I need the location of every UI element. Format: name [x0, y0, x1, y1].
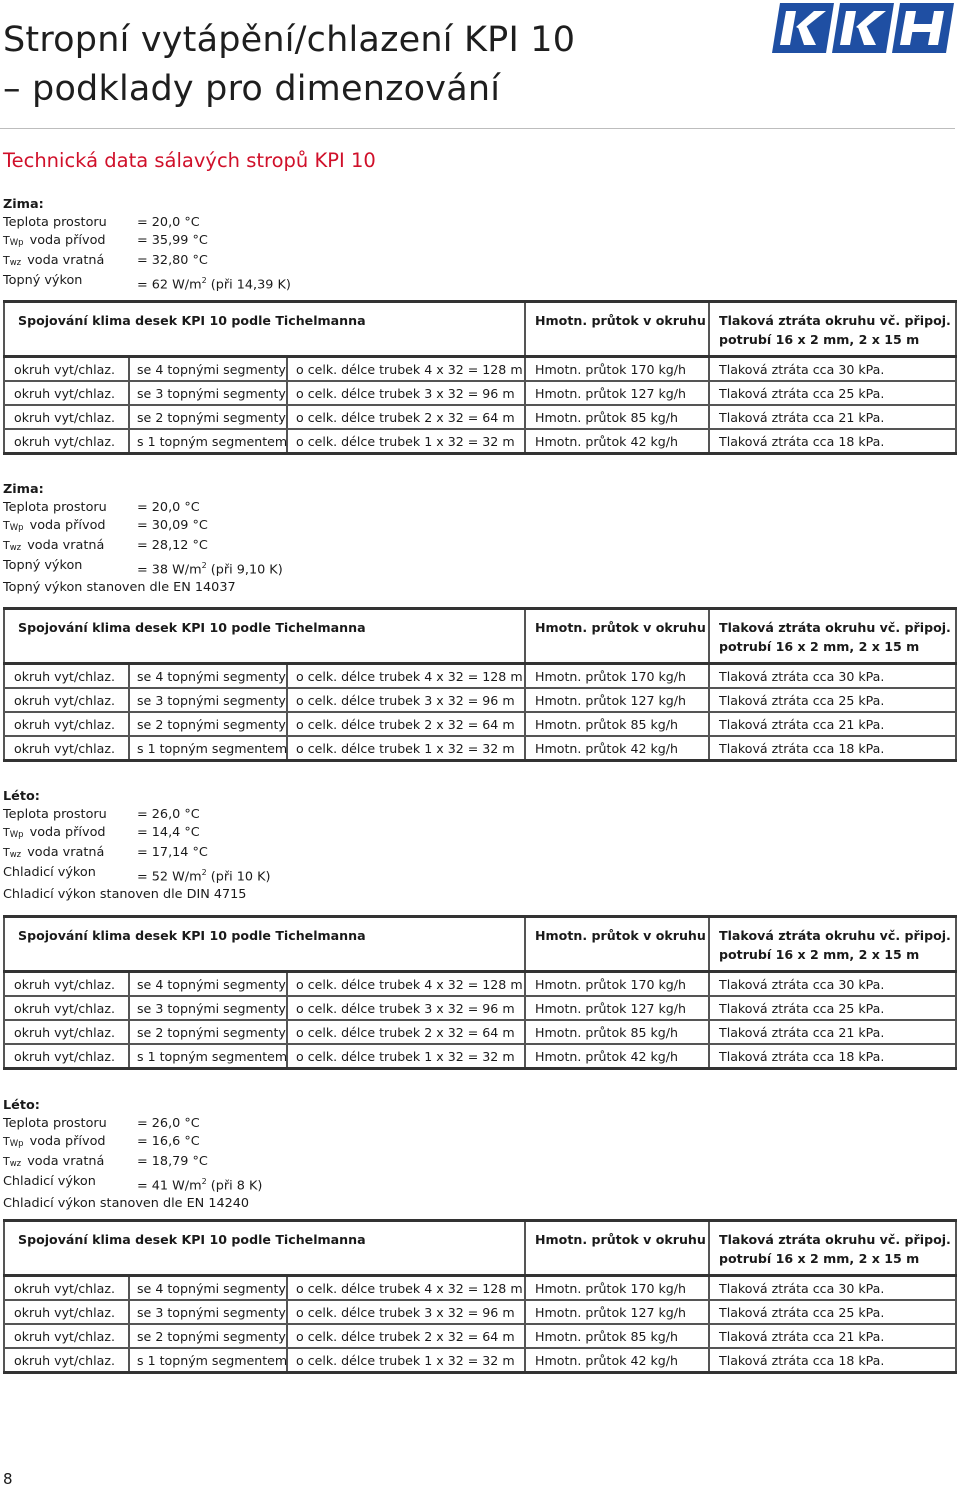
parameter-value: = 26,0 °C: [137, 807, 200, 822]
cell-pressure-loss: Tlaková ztráta cca 18 kPa.: [709, 429, 956, 454]
cell-segments: s 1 topným segmentem: [129, 1044, 287, 1069]
parameter-symbol: T: [3, 254, 10, 267]
parameter-row: [3, 824, 270, 844]
table-row: [4, 1348, 956, 1373]
cell-circuit: okruh vyt/chlaz.: [4, 736, 129, 761]
parameter-value: = 17,14 °C: [137, 845, 208, 860]
cell-mass-flow: Hmotn. průtok 85 kg/h: [525, 712, 709, 736]
cell-pipe-length: o celk. délce trubek 4 x 32 = 128 m: [287, 357, 525, 382]
parameter-label: Twz voda vratná: [3, 538, 105, 553]
cell-pressure-loss: Tlaková ztráta cca 30 kPa.: [709, 664, 956, 689]
header-pressure-loss-line2: potrubí 16 x 2 mm, 2 x 15 m: [719, 639, 920, 654]
table-row: [4, 1276, 956, 1301]
header-pressure-loss: [709, 609, 956, 664]
parameter-label: Teplota prostoru: [3, 807, 107, 822]
header-pressure-loss-line2: potrubí 16 x 2 mm, 2 x 15 m: [719, 1251, 920, 1266]
parameter-row: [3, 214, 291, 232]
parameter-value: = 32,80 °C: [137, 253, 208, 268]
table-row: [4, 712, 956, 736]
page-title-line2: – podklady pro dimenzování: [3, 69, 501, 109]
parameter-symbol: T: [3, 539, 10, 552]
header-pressure-loss: [709, 302, 956, 357]
cell-circuit: okruh vyt/chlaz.: [4, 1020, 129, 1044]
cell-segments: se 3 topnými segmenty: [129, 1300, 287, 1324]
section-heading: Technická data sálavých stropů KPI 10: [3, 149, 376, 172]
cell-mass-flow: Hmotn. průtok 170 kg/h: [525, 357, 709, 382]
parameter-block: [3, 481, 283, 597]
parameter-row: [3, 1115, 262, 1133]
cell-pressure-loss: Tlaková ztráta cca 25 kPa.: [709, 996, 956, 1020]
table-row: [4, 996, 956, 1020]
page-number: 8: [3, 1470, 13, 1488]
cell-pressure-loss: Tlaková ztráta cca 30 kPa.: [709, 357, 956, 382]
parameter-row: [3, 252, 291, 272]
table-row: [4, 357, 956, 382]
parameter-label: Teplota prostoru: [3, 215, 107, 230]
cell-pipe-length: o celk. délce trubek 3 x 32 = 96 m: [287, 381, 525, 405]
parameter-note: Chladicí výkon stanoven dle DIN 4715: [3, 887, 247, 903]
header-pressure-loss-line2: potrubí 16 x 2 mm, 2 x 15 m: [719, 947, 920, 962]
cell-pressure-loss: Tlaková ztráta cca 18 kPa.: [709, 1348, 956, 1373]
cell-pressure-loss: Tlaková ztráta cca 25 kPa.: [709, 688, 956, 712]
cell-pipe-length: o celk. délce trubek 3 x 32 = 96 m: [287, 996, 525, 1020]
cell-segments: s 1 topným segmentem: [129, 429, 287, 454]
parameter-symbol: T: [3, 234, 10, 247]
cell-mass-flow: Hmotn. průtok 42 kg/h: [525, 429, 709, 454]
parameter-symbol: T: [3, 1155, 10, 1168]
season-title: Zima:: [3, 482, 44, 497]
table-row: [4, 1300, 956, 1324]
cell-pipe-length: o celk. délce trubek 4 x 32 = 128 m: [287, 972, 525, 997]
cell-mass-flow: Hmotn. průtok 85 kg/h: [525, 1324, 709, 1348]
cell-mass-flow: Hmotn. průtok 127 kg/h: [525, 688, 709, 712]
parameter-subscript: Wp: [9, 1139, 24, 1149]
cell-mass-flow: Hmotn. průtok 170 kg/h: [525, 972, 709, 997]
header-pressure-loss-line1: Tlaková ztráta okruhu vč. připoj.: [719, 1232, 951, 1247]
season-title: Léto:: [3, 1098, 40, 1113]
parameter-value: = 52 $W/m^2$ (při 10 K): [137, 868, 271, 885]
cell-segments: se 2 topnými segmenty: [129, 1324, 287, 1348]
cell-circuit: okruh vyt/chlaz.: [4, 712, 129, 736]
cell-circuit: okruh vyt/chlaz.: [4, 664, 129, 689]
table-row: [4, 1044, 956, 1069]
parameter-value: = 20,0 °C: [137, 215, 200, 230]
table-row: [4, 429, 956, 454]
parameter-row: [3, 1173, 262, 1195]
parameter-superscript: 2: [201, 561, 207, 570]
parameter-label: Twz voda vratná: [3, 253, 105, 268]
cell-pipe-length: o celk. délce trubek 4 x 32 = 128 m: [287, 1276, 525, 1301]
data-table: [3, 300, 957, 455]
parameter-value: = 28,12 °C: [137, 538, 208, 553]
cell-pipe-length: o celk. délce trubek 2 x 32 = 64 m: [287, 1020, 525, 1044]
parameter-symbol: T: [3, 519, 10, 532]
cell-segments: se 2 topnými segmenty: [129, 712, 287, 736]
parameter-block: [3, 788, 270, 904]
parameter-value: = 30,09 °C: [137, 518, 208, 533]
parameter-subscript: wz: [9, 258, 22, 268]
header-connection: Spojování klima desek KPI 10 podle Tichelmanna: [4, 302, 525, 357]
parameter-symbol: T: [3, 1135, 10, 1148]
table-row: [4, 664, 956, 689]
parameter-value: = 14,4 °C: [137, 825, 200, 840]
cell-mass-flow: Hmotn. průtok 42 kg/h: [525, 1044, 709, 1069]
cell-pipe-length: o celk. délce trubek 3 x 32 = 96 m: [287, 688, 525, 712]
kkh-logo: [772, 3, 954, 53]
cell-pressure-loss: Tlaková ztráta cca 21 kPa.: [709, 1020, 956, 1044]
header-flow: Hmotn. průtok v okruhu: [525, 917, 709, 972]
table-header-row: [4, 917, 956, 972]
table-row: [4, 381, 956, 405]
parameter-block: [3, 1097, 262, 1213]
parameter-subscript: Wp: [9, 830, 24, 840]
cell-segments: se 3 topnými segmenty: [129, 688, 287, 712]
data-table: [3, 607, 957, 762]
cell-segments: se 2 topnými segmenty: [129, 1020, 287, 1044]
cell-pressure-loss: Tlaková ztráta cca 30 kPa.: [709, 1276, 956, 1301]
parameter-label: Chladicí výkon: [3, 865, 96, 880]
table-row: [4, 405, 956, 429]
parameter-row: [3, 806, 270, 824]
cell-pipe-length: o celk. délce trubek 3 x 32 = 96 m: [287, 1300, 525, 1324]
cell-pipe-length: o celk. délce trubek 2 x 32 = 64 m: [287, 712, 525, 736]
header-divider: [0, 128, 955, 129]
parameter-label: Topný výkon: [3, 273, 83, 288]
cell-pressure-loss: Tlaková ztráta cca 25 kPa.: [709, 381, 956, 405]
parameter-row: [3, 864, 270, 886]
cell-mass-flow: Hmotn. průtok 127 kg/h: [525, 996, 709, 1020]
header-pressure-loss: [709, 1221, 956, 1276]
header-flow: Hmotn. průtok v okruhu: [525, 1221, 709, 1276]
cell-circuit: okruh vyt/chlaz.: [4, 688, 129, 712]
cell-segments: se 4 topnými segmenty: [129, 357, 287, 382]
parameter-label: TWp voda přívod: [3, 233, 106, 248]
parameter-label: Topný výkon: [3, 558, 83, 573]
cell-mass-flow: Hmotn. průtok 85 kg/h: [525, 405, 709, 429]
parameter-subscript: wz: [9, 1159, 22, 1169]
cell-circuit: okruh vyt/chlaz.: [4, 357, 129, 382]
parameter-subscript: wz: [9, 850, 22, 860]
parameter-row: [3, 517, 283, 537]
cell-pipe-length: o celk. délce trubek 1 x 32 = 32 m: [287, 1044, 525, 1069]
parameter-row: [3, 272, 291, 294]
cell-circuit: okruh vyt/chlaz.: [4, 996, 129, 1020]
cell-mass-flow: Hmotn. průtok 42 kg/h: [525, 1348, 709, 1373]
cell-pipe-length: o celk. délce trubek 4 x 32 = 128 m: [287, 664, 525, 689]
parameter-subscript: Wp: [9, 238, 24, 248]
table-row: [4, 688, 956, 712]
cell-mass-flow: Hmotn. průtok 85 kg/h: [525, 1020, 709, 1044]
data-table: [3, 1219, 957, 1374]
cell-pipe-length: o celk. délce trubek 1 x 32 = 32 m: [287, 736, 525, 761]
cell-mass-flow: Hmotn. průtok 170 kg/h: [525, 664, 709, 689]
season-title: Zima:: [3, 197, 44, 212]
season-title: Léto:: [3, 789, 40, 804]
header-flow: Hmotn. průtok v okruhu: [525, 609, 709, 664]
cell-pressure-loss: Tlaková ztráta cca 21 kPa.: [709, 405, 956, 429]
header-flow: Hmotn. průtok v okruhu: [525, 302, 709, 357]
parameter-note: Chladicí výkon stanoven dle EN 14240: [3, 1196, 250, 1212]
parameter-superscript: 2: [201, 276, 207, 285]
header-pressure-loss-line1: Tlaková ztráta okruhu vč. připoj.: [719, 313, 951, 328]
cell-segments: se 4 topnými segmenty: [129, 664, 287, 689]
parameter-label: Twz voda vratná: [3, 845, 105, 860]
cell-segments: se 4 topnými segmenty: [129, 972, 287, 997]
parameter-symbol: T: [3, 826, 10, 839]
header-connection: Spojování klima desek KPI 10 podle Tichelmanna: [4, 609, 525, 664]
parameter-row: [3, 1153, 262, 1173]
parameter-label: TWp voda přívod: [3, 1134, 106, 1149]
cell-pipe-length: o celk. délce trubek 1 x 32 = 32 m: [287, 429, 525, 454]
cell-circuit: okruh vyt/chlaz.: [4, 1044, 129, 1069]
parameter-row: [3, 537, 283, 557]
parameter-subscript: Wp: [9, 523, 24, 533]
parameter-value: = 18,79 °C: [137, 1154, 208, 1169]
cell-pressure-loss: Tlaková ztráta cca 25 kPa.: [709, 1300, 956, 1324]
cell-circuit: okruh vyt/chlaz.: [4, 429, 129, 454]
parameter-value: = 35,99 °C: [137, 233, 208, 248]
parameter-value: = 62 $W/m^2$ (při 14,39 K): [137, 276, 291, 293]
cell-segments: se 3 topnými segmenty: [129, 381, 287, 405]
cell-segments: se 3 topnými segmenty: [129, 996, 287, 1020]
parameter-label: Teplota prostoru: [3, 500, 107, 515]
parameter-note: Topný výkon stanoven dle EN 14037: [3, 580, 236, 596]
parameter-superscript: 2: [201, 868, 207, 877]
cell-circuit: okruh vyt/chlaz.: [4, 972, 129, 997]
cell-segments: se 2 topnými segmenty: [129, 405, 287, 429]
header-pressure-loss-line2: potrubí 16 x 2 mm, 2 x 15 m: [719, 332, 920, 347]
cell-pipe-length: o celk. délce trubek 1 x 32 = 32 m: [287, 1348, 525, 1373]
data-table: [3, 915, 957, 1070]
parameter-superscript: 2: [201, 1177, 207, 1186]
parameter-value: = 26,0 °C: [137, 1116, 200, 1131]
parameter-label: Chladicí výkon: [3, 1174, 96, 1189]
parameter-block: [3, 196, 291, 294]
cell-pressure-loss: Tlaková ztráta cca 18 kPa.: [709, 1044, 956, 1069]
parameter-row: [3, 557, 283, 579]
cell-segments: s 1 topným segmentem: [129, 736, 287, 761]
table-row: [4, 1020, 956, 1044]
parameter-row: [3, 499, 283, 517]
header-pressure-loss-line1: Tlaková ztráta okruhu vč. připoj.: [719, 928, 951, 943]
table-header-row: [4, 1221, 956, 1276]
parameter-value: = 41 $W/m^2$ (při 8 K): [137, 1177, 263, 1194]
header-connection: Spojování klima desek KPI 10 podle Tichelmanna: [4, 917, 525, 972]
parameter-row: [3, 844, 270, 864]
cell-mass-flow: Hmotn. průtok 170 kg/h: [525, 1276, 709, 1301]
table-row: [4, 736, 956, 761]
table-header-row: [4, 609, 956, 664]
cell-circuit: okruh vyt/chlaz.: [4, 1276, 129, 1301]
table-row: [4, 972, 956, 997]
parameter-label: Teplota prostoru: [3, 1116, 107, 1131]
parameter-subscript: wz: [9, 543, 22, 553]
cell-circuit: okruh vyt/chlaz.: [4, 405, 129, 429]
cell-pressure-loss: Tlaková ztráta cca 30 kPa.: [709, 972, 956, 997]
header-pressure-loss-line1: Tlaková ztráta okruhu vč. připoj.: [719, 620, 951, 635]
cell-circuit: okruh vyt/chlaz.: [4, 381, 129, 405]
header-connection: Spojování klima desek KPI 10 podle Tichelmanna: [4, 1221, 525, 1276]
cell-segments: s 1 topným segmentem: [129, 1348, 287, 1373]
cell-pipe-length: o celk. délce trubek 2 x 32 = 64 m: [287, 405, 525, 429]
parameter-value: = 20,0 °C: [137, 500, 200, 515]
parameter-row: [3, 1133, 262, 1153]
cell-mass-flow: Hmotn. průtok 42 kg/h: [525, 736, 709, 761]
cell-pipe-length: o celk. délce trubek 2 x 32 = 64 m: [287, 1324, 525, 1348]
header-pressure-loss: [709, 917, 956, 972]
parameter-label: Twz voda vratná: [3, 1154, 105, 1169]
table-row: [4, 1324, 956, 1348]
cell-circuit: okruh vyt/chlaz.: [4, 1300, 129, 1324]
cell-mass-flow: Hmotn. průtok 127 kg/h: [525, 1300, 709, 1324]
cell-mass-flow: Hmotn. průtok 127 kg/h: [525, 381, 709, 405]
cell-pressure-loss: Tlaková ztráta cca 21 kPa.: [709, 712, 956, 736]
parameter-value: = 38 $W/m^2$ (při 9,10 K): [137, 561, 283, 578]
page-title-line1: Stropní vytápění/chlazení KPI 10: [3, 20, 576, 60]
cell-circuit: okruh vyt/chlaz.: [4, 1348, 129, 1373]
parameter-row: [3, 232, 291, 252]
cell-segments: se 4 topnými segmenty: [129, 1276, 287, 1301]
parameter-label: TWp voda přívod: [3, 825, 106, 840]
page-title: [3, 16, 575, 114]
parameter-symbol: T: [3, 846, 10, 859]
table-header-row: [4, 302, 956, 357]
cell-pressure-loss: Tlaková ztráta cca 21 kPa.: [709, 1324, 956, 1348]
cell-pressure-loss: Tlaková ztráta cca 18 kPa.: [709, 736, 956, 761]
cell-circuit: okruh vyt/chlaz.: [4, 1324, 129, 1348]
parameter-value: = 16,6 °C: [137, 1134, 200, 1149]
parameter-label: TWp voda přívod: [3, 518, 106, 533]
